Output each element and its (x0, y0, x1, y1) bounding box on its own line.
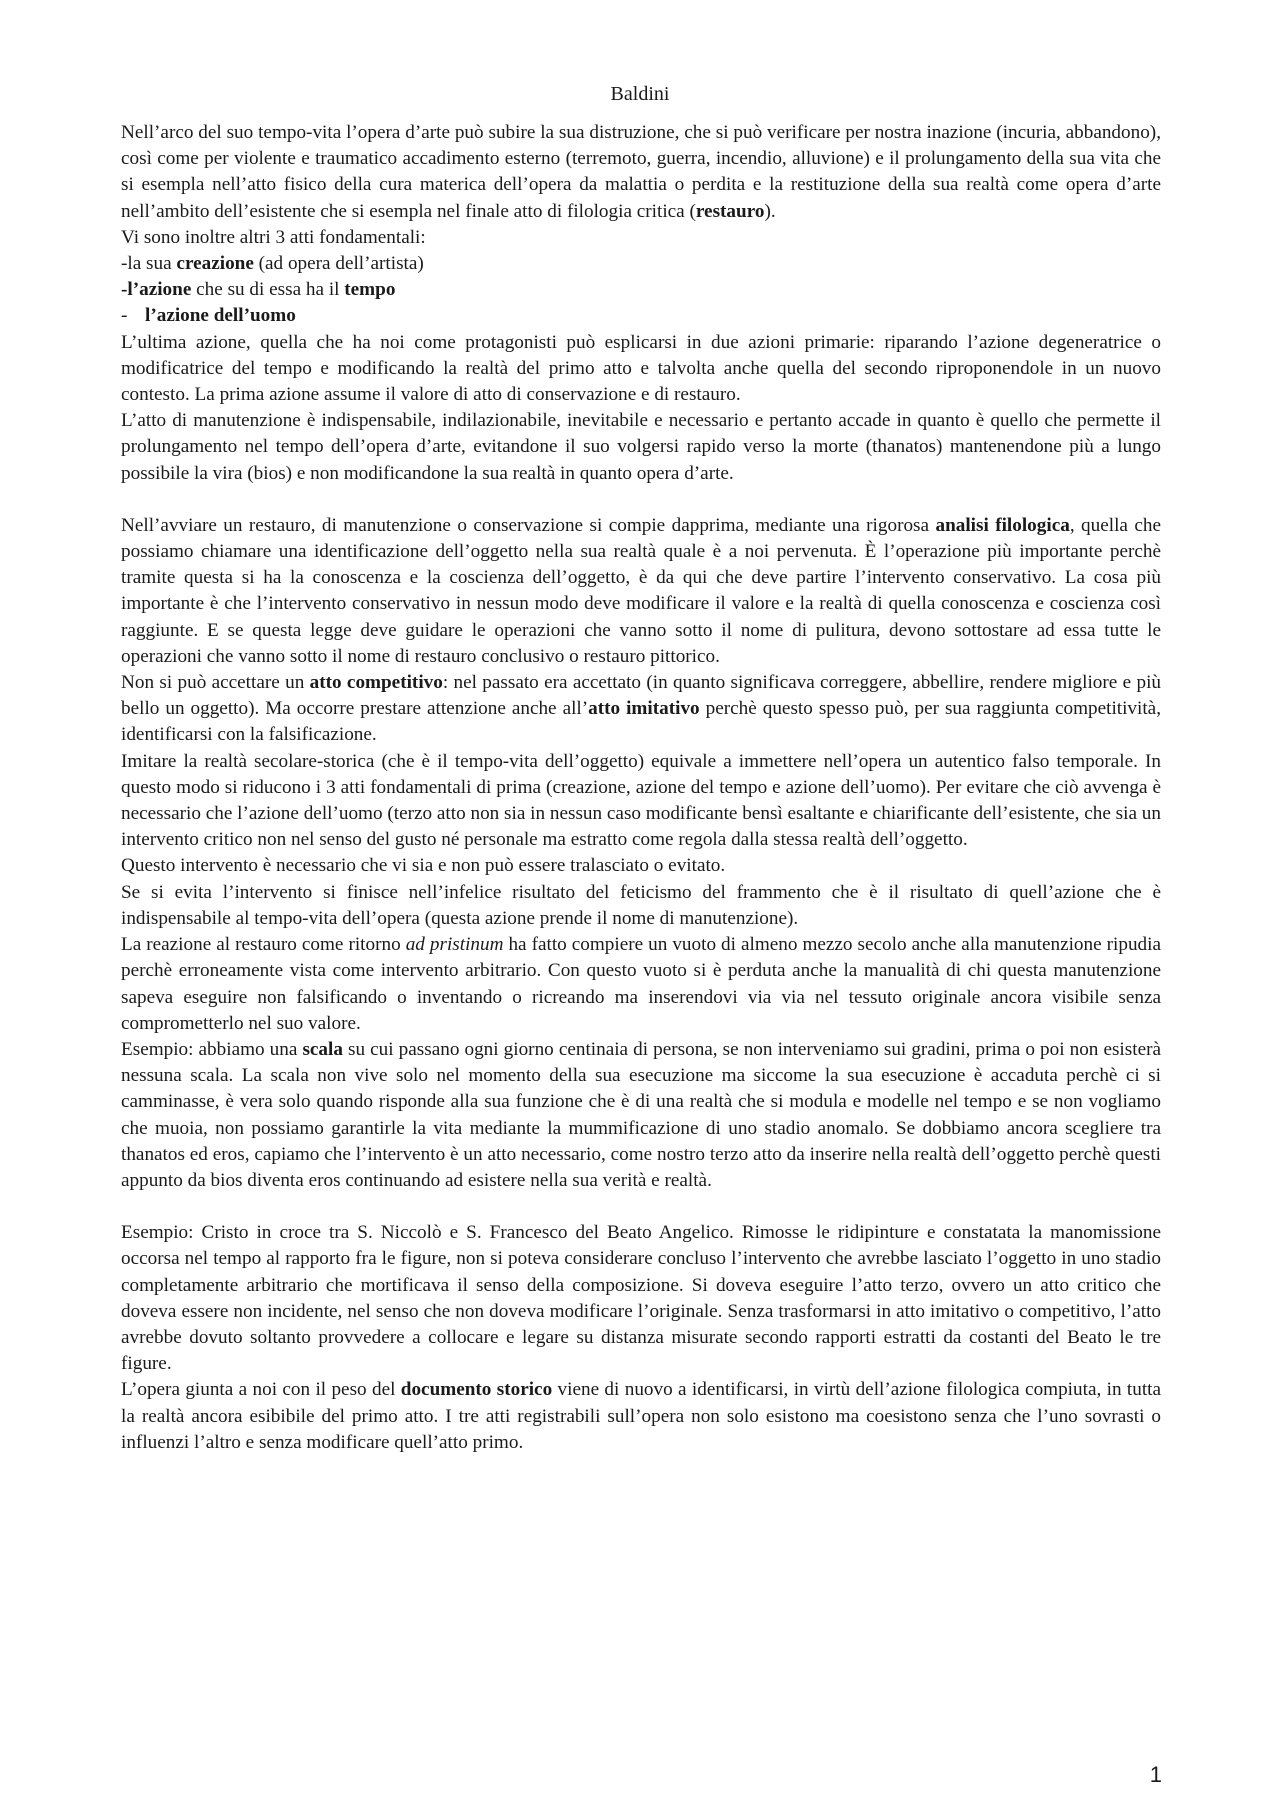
paragraph-4: L’atto di manutenzione è indispensabile, indilazionabile, inevitabile e necessario e pertanto accade in quanto è quello che permette il prolungamento nel tempo dell’opera d’arte, evitandone il suo volgersi rapido verso la morte (thanatos) mantenendone più a lungo possibile la vira (bios) e non modificandone la sua realtà in quanto opera d’arte. (121, 410, 1161, 484)
paragraph-7: Imitare la realtà secolare-storica (che è il tempo-vita dell’oggetto) equivale a immettere nell’opera un autentico falso temporale. In questo modo si riducono i 3 atti fondamentali di prima (creazione, azione del tempo e azione dell’uomo). Per evitare che ciò avvenga è necessario che l’azione dell’uomo (terzo atto non sia in nessun caso modificante bensì esaltante e chiarificante dell’esistente, che sia un intervento critico non nel senso del gusto né personale ma estratto come regola dalla stessa realtà dell’oggetto. (121, 750, 1161, 851)
list-item-uomo (121, 303, 1161, 329)
paragraph-11 (121, 1037, 1161, 1194)
paragraph-5 (121, 513, 1161, 670)
italic-term: ad pristinum (405, 934, 504, 956)
paragraph-13 (121, 1377, 1161, 1456)
list-dash: - (121, 305, 128, 327)
paragraph-text: , quella che possiamo chiamare una identificazione dell’oggetto nella sua realtà quale è a noi pervenuta. È l’operazione più importante perchè tramite questa si ha la conoscenza e la coscienza dell’oggetto, è da qui che deve partire l’intervento conservativo. La cosa più importante è che l’intervento conservativo in nessun modo deve modificare il valore e la realtà di quella conoscenza e coscienza così raggiunte. E se questa legge deve guidare le operazioni che vanno sotto il nome di pulitura, devono sottostare ad essa tutte le operazioni che vanno sotto il nome di restauro conclusivo o restauro pittorico. (121, 514, 1161, 667)
paragraph-text: ha fatto compiere un vuoto di almeno mezzo secolo anche alla manutenzione ripudia perchè erroneamente vista come intervento arbitrario. Con questo vuoto si è perduta anche la manualità di chi questa manutenzione sapeva eseguire non falsificando o inventando o ricreando ma inserendovi via via nel tessuto originale ancora visibile senza comprometterlo nel suo valore. (121, 934, 1161, 1034)
paragraph-text: La reazione al restauro come ritorno (121, 934, 406, 956)
paragraph-1 (121, 120, 1161, 225)
bold-term: restauro (695, 200, 765, 222)
document-body (121, 120, 1161, 1456)
bold-term: -l’azione (121, 279, 192, 301)
paragraph-text: su cui passano ogni giorno centinaia di persona, se non interveniamo sui gradini, prima o poi non esisterà nessuna scala. La scala non vive solo nel momento della sua esecuzione ma siccome la sua esecuzione è accaduta perchè ci si camminasse, è vera solo quando risponde alla sua funzione che è di una realtà che si modula e modelle nel tempo e se non vogliamo che muoia, non possiamo garantirle la vita mediante la mummificazione di uno stadio anomalo. Se dobbiamo ancora scegliere tra thanatos ed eros, capiamo che l’intervento è un atto necessario, come nostro terzo atto da inserire nella realtà dell’oggetto perchè questi appunto da bios diventa eros continuando ad esistere nella sua verità e realtà. (121, 1038, 1161, 1191)
paragraph-text: viene di nuovo a identificarsi, in virtù dell’azione filologica compiuta, in tutta la realtà ancora esibibile del primo atto. I tre atti registrabili sull’opera non solo esistono ma coesistono senza che l’uno sovrasti o influenzi l’altro e senza modificare quell’atto primo. (121, 1379, 1161, 1453)
paragraph-6 (121, 670, 1161, 749)
paragraph-text: perchè questo spesso può, per sua raggiunta competitività, identificarsi con la falsificazione. (121, 698, 1162, 746)
paragraph-text: ). (764, 200, 776, 222)
bold-term: scala (302, 1038, 343, 1060)
bold-term: documento storico (400, 1379, 553, 1401)
paragraph-3: L’ultima azione, quella che ha noi come protagonisti può esplicarsi in due azioni primarie: riparando l’azione degeneratrice o modificatrice del tempo e modificando la realtà del primo atto e talvolta anche quella del secondo riproponendole in un nuovo contesto. La prima azione assume il valore di atto di conservazione e di restauro. (121, 331, 1161, 406)
paragraph-8: Questo intervento è necessario che vi sia e non può essere tralasciato o evitato. (121, 855, 726, 877)
paragraph-text: Nell’avviare un restauro, di manutenzione o conservazione si compie dapprima, mediante una rigorosa (121, 514, 936, 536)
paragraph-10 (121, 932, 1161, 1037)
paragraph-text: : nel passato era accettato (in quanto significava correggere, abbellire, rendere migliore e più bello un oggetto). Ma occorre prestare attenzione anche all’ (121, 672, 1161, 720)
paragraph-9: Se si evita l’intervento si finisce nell’infelice risultato del feticismo del frammento che è il risultato di quell’azione che è indispensabile al tempo-vita dell’opera (questa azione prende il nome di manutenzione). (121, 881, 1161, 929)
paragraph-text: Esempio: abbiamo una (121, 1038, 303, 1060)
paragraph-12: Esempio: Cristo in croce tra S. Niccolò e S. Francesco del Beato Angelico. Rimosse le ridipinture e constatata la manomissione occorsa nel tempo al rapporto fra le figure, non si poteva considerare concluso l’intervento che avrebbe lasciato l’oggetto in uno stadio completamente arbitrario che mortificava il senso della composizione. Si doveva eseguire l’atto terzo, ovvero un atto critico che doveva essere non incidente, nel senso che non doveva modificare l’originale. Senza trasformarsi in atto imitativo o competitivo, l’atto avrebbe dovuto soltanto provvedere a collocare e legare su distanza misurate secondo rapporti estratti da costanti del Beato le tre figure. (121, 1222, 1161, 1375)
list-item-text: (ad opera dell’artista) (253, 253, 424, 275)
list-item-creazione (121, 251, 1161, 277)
bold-term: l’azione dell’uomo (145, 305, 296, 327)
document-title: Baldini (610, 83, 670, 105)
paragraph-text: Non si può accettare un (121, 672, 310, 694)
bold-term: atto imitativo (588, 698, 700, 720)
bold-term: analisi filologica (935, 514, 1070, 536)
list-item-text: che su di essa ha il (191, 279, 345, 301)
paragraph-2: Vi sono inoltre altri 3 atti fondamentali: (121, 226, 426, 248)
bold-term: atto competitivo (309, 672, 443, 694)
paragraph-text: L’opera giunta a noi con il peso del (121, 1379, 401, 1401)
paragraph-text: Nell’arco del suo tempo-vita l’opera d’arte può subire la sua distruzione, che si può verificare per nostra inazione (incuria, abbandono), così come per violente e traumatico accadimento esterno (terremoto, guerra, incendio, alluvione) e il prolungamento della sua vita che si esempla nell’atto fisico della cura materica dell’opera da malattia o perdita e la restituzione della sua realtà come opera d’arte nell’ambito dell’esistente che si esempla nel finale atto di filologia critica ( (121, 122, 1161, 222)
list-item-tempo (121, 277, 1161, 303)
bold-term: creazione (176, 253, 254, 275)
bold-term: tempo (344, 279, 396, 301)
list-item-text: -la sua (121, 253, 177, 275)
page-number: 1 (1149, 1762, 1162, 1787)
